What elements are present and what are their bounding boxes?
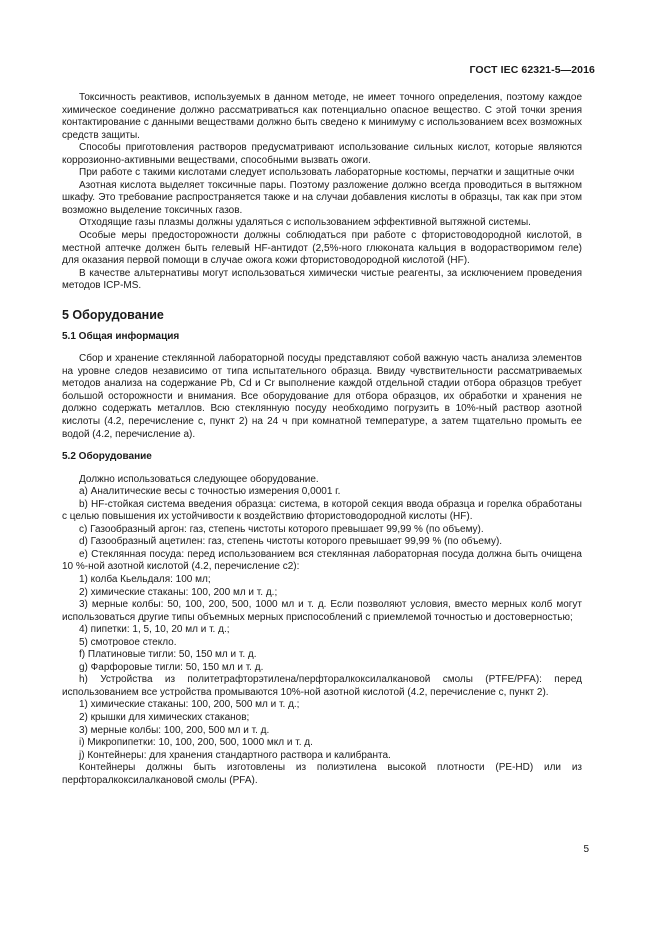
- paragraph: В качестве альтернативы могут использоваться химически чистые реагенты, за исключением проведения методов ICP-MS.: [62, 267, 582, 292]
- list-item: i) Микропипетки: 10, 100, 200, 500, 1000 мкл и т. д.: [79, 737, 313, 749]
- list-item: a) Аналитические весы с точностью измерения 0,0001 г.: [79, 486, 341, 498]
- list-item: b) HF-стойкая система введения образца: система, в которой секция ввода образца и горелка обработаны с целью повышения их устойчивости к воздействию фтористоводородной кислоты (HF).: [62, 498, 582, 523]
- intro-block: [62, 92, 582, 293]
- equipment-list: [62, 474, 582, 788]
- list-item: d) Газообразный ацетилен: газ, степень чистоты которого превышает 99,99 % (по объему).: [79, 536, 503, 548]
- document-code-header: ГОСТ IEC 62321-5—2016: [469, 64, 595, 76]
- list-item: 2) крышки для химических стаканов;: [79, 711, 250, 723]
- paragraph: При работе с такими кислотами следует использовать лабораторные костюмы, перчатки и защитные очки: [79, 167, 575, 179]
- paragraph: Сбор и хранение стеклянной лабораторной посуды представляют собой важную часть анализа элементов на уровне следов независимо от типа испытательного образца. Ввиду чувствительности рассматриваемых методов анализа на содержание Pb, Cd и Cr выполнение каждой отдельной стадии отбора образцов требует большой осторожности и внимания. Все оборудование для отбора образцов, их обработки и хранения не должно содержать металлов. Всю стеклянную посуду необходимо погрузить в 10%-ный раствор азотной кислоты (4.2, перечисление с, пункт 2) на 24 ч при комнатной температуре, а затем тщательно промыть ее водой (4.2, перечисление а).: [62, 353, 582, 440]
- paragraph: Способы приготовления растворов предусматривают использование сильных кислот, которые являются коррозионно-активными веществами, способными вызвать ожоги.: [62, 142, 582, 166]
- paragraph: Токсичность реактивов, используемых в данном методе, не имеет точного определения, поэтому каждое химическое соединение должно рассматриваться как потенциально опасное вещество. С этой точки зрения контактирование с данными веществами должно быть сведено к минимуму с использованием всех возможных средств защиты.: [62, 92, 582, 141]
- paragraph: Особые меры предосторожности должны соблюдаться при работе с фтористоводородной кислотой, в местной аптечке должен быть гелевый HF-антидот (2,5%-ного глюконата кальция в водорастворимом геле) для оказания первой помощи в случае ожога кожи фтористоводородной кислотой (HF).: [62, 230, 582, 267]
- list-item: 4) пипетки: 1, 5, 10, 20 мл и т. д.;: [79, 624, 230, 636]
- section-title: 5 Оборудование: [62, 307, 164, 322]
- page-content: [62, 92, 582, 787]
- paragraph: Азотная кислота выделяет токсичные пары. Поэтому разложение должно всегда проводиться в вытяжном шкафу. Это требование распространяется также и на случаи добавления кислоты в образцы, так как при этом возможно выделение токсичных газов.: [62, 179, 582, 216]
- list-item: Контейнеры должны быть изготовлены из полиэтилена высокой плотности (PE-HD) или из перфторалкоксилалкановой смолы (PFA).: [62, 762, 582, 786]
- list-item: e) Стеклянная посуда: перед использованием вся стеклянная лабораторная посуда должна быть очищена 10 %-ной азотной кислотой (4.2, перечисление с2):: [62, 548, 582, 573]
- list-item: 3) мерные колбы: 50, 100, 200, 500, 1000 мл и т. д. Если позволяют условия, вместо мерных колб могут использоваться другие типы объемных мерных приспособлений с приемлемой точностью и достоверностью;: [62, 599, 582, 623]
- list-item: 3) мерные колбы: 100, 200, 500 мл и т. д.: [79, 724, 270, 736]
- page-number: 5: [583, 844, 589, 855]
- list-item: Должно использоваться следующее оборудование.: [79, 473, 319, 485]
- list-item: 5) смотровое стекло.: [79, 636, 177, 648]
- list-item: j) Контейнеры: для хранения стандартного раствора и калибранта.: [79, 749, 391, 761]
- list-item: f) Платиновые тигли: 50, 150 мл и т. д.: [79, 649, 257, 661]
- paragraph: Отходящие газы плазмы должны удаляться с использованием эффективной вытяжной системы.: [79, 217, 531, 229]
- list-item: 1) химические стаканы: 100, 200, 500 мл и т. д.;: [79, 699, 300, 711]
- list-item: 2) химические стаканы: 100, 200 мл и т. д.;: [79, 586, 278, 598]
- list-item: c) Газообразный аргон: газ, степень чистоты которого превышает 99,99 % (по объему).: [79, 523, 484, 535]
- list-item: 1) колба Кьельдаля: 100 мл;: [79, 573, 211, 585]
- subsection-title: 5.2 Оборудование: [62, 451, 152, 463]
- subsection-title: 5.1 Общая информация: [62, 330, 180, 342]
- list-item: h) Устройства из политетрафторэтилена/перфторалкоксилалкановой смолы (PTFE/PFA): перед использованием все устройства промываются 10%-ной азотной кислотой (4.2, перечисление с, пункт 2).: [62, 674, 582, 698]
- list-item: g) Фарфоровые тигли: 50, 150 мл и т. д.: [79, 661, 264, 673]
